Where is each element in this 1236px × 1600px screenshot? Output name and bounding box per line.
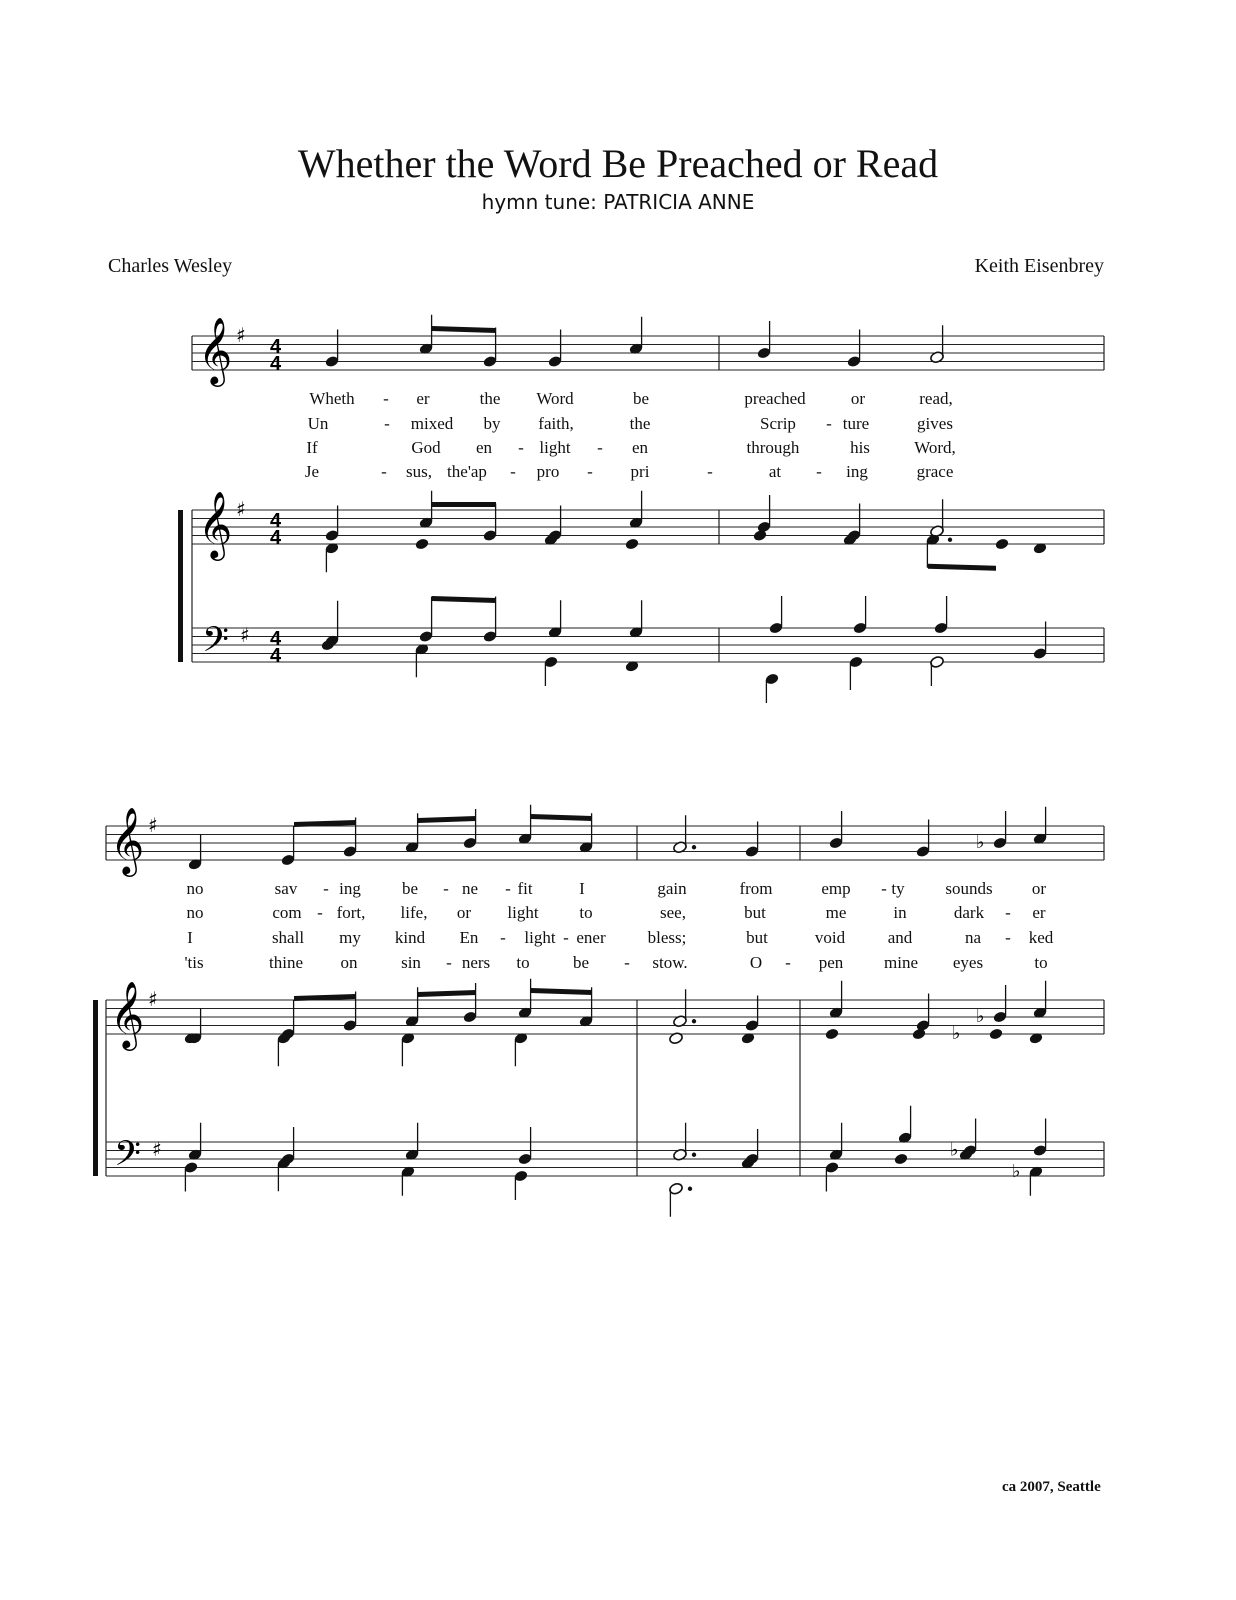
lyric-verse-1: read,	[919, 389, 953, 408]
note	[513, 1169, 528, 1200]
lyric-verse-2: er	[1032, 903, 1046, 922]
lyrics	[184, 389, 1053, 972]
lyric-verse-2: in	[893, 903, 907, 922]
lyric-verse-3: -	[597, 438, 603, 457]
key-signature-sharp: ♯	[240, 623, 250, 647]
lyric-verse-3: -	[563, 928, 569, 947]
lyric-verse-1: sav	[274, 879, 298, 898]
lyric-verse-1: fit	[517, 879, 533, 898]
note	[482, 328, 497, 369]
lyric-verse-4: -	[624, 953, 630, 972]
lyric-verse-1: emp	[821, 879, 851, 898]
note	[1032, 622, 1047, 661]
augmentation-dot	[692, 1019, 696, 1023]
note	[418, 315, 433, 356]
lyric-verse-2: see,	[660, 903, 686, 922]
lyric-verse-1: or	[850, 389, 866, 408]
notehead	[988, 1027, 1003, 1040]
lyric-verse-4: pro	[536, 462, 560, 481]
note	[992, 985, 1007, 1024]
lyric-verse-1: Wheth	[309, 389, 355, 408]
lyric-verse-4: grace	[916, 462, 954, 481]
system-bracket	[93, 1000, 98, 1176]
lyric-verse-1: no	[186, 879, 204, 898]
note	[893, 1152, 908, 1165]
lyric-verse-3: -	[1005, 928, 1011, 947]
lyric-verse-4: O	[749, 953, 763, 972]
note	[828, 811, 843, 850]
note	[1032, 1119, 1047, 1158]
lyric-verse-4: sus,	[406, 462, 432, 481]
lyric-verse-2: life,	[400, 903, 428, 922]
lyric-verse-2: gives	[917, 414, 953, 433]
lyric-verse-3: If	[306, 438, 318, 457]
notehead	[994, 537, 1009, 550]
beam	[928, 564, 996, 571]
note	[280, 826, 295, 867]
lyric-verse-4: 'tis	[184, 953, 204, 972]
lyric-verse-2: but	[744, 903, 766, 922]
flat-sign: ♭	[976, 832, 985, 853]
lyric-verse-4: mine	[884, 953, 918, 972]
time-signature-bottom: 4	[270, 353, 282, 375]
note	[852, 596, 867, 635]
lyric-verse-2: fort,	[336, 903, 366, 922]
notehead	[624, 537, 639, 550]
lyric-verse-4: pen	[818, 953, 844, 972]
beam	[418, 816, 476, 823]
lyric-verse-3: shall	[271, 928, 305, 947]
augmentation-dot	[692, 1153, 696, 1157]
lyric-verse-4: on	[340, 953, 358, 972]
lyric-verse-3: I	[187, 928, 193, 947]
note	[324, 601, 339, 648]
note	[992, 811, 1007, 850]
lyric-verse-3: Word,	[914, 438, 956, 457]
lyric-verse-2: Un	[307, 414, 329, 433]
lyric-verse-4: -	[446, 953, 452, 972]
lyric-verse-1: I	[579, 879, 585, 898]
note	[994, 537, 1009, 550]
lyric-verse-4: -	[785, 953, 791, 972]
lyric-verse-1: Word	[536, 389, 574, 408]
lyric-verse-1: -	[881, 879, 887, 898]
note	[400, 1165, 415, 1196]
lyric-verse-2: -	[317, 903, 323, 922]
lyric-verse-2: -	[826, 414, 832, 433]
lyric-verse-2: -	[384, 414, 390, 433]
lyric-verse-1: or	[1031, 879, 1047, 898]
note	[744, 996, 759, 1033]
note	[462, 809, 477, 850]
lyric-verse-4: to	[1034, 953, 1048, 972]
note	[848, 655, 863, 690]
note	[482, 597, 497, 644]
lyric-verse-1: er	[416, 389, 430, 408]
time-signature-top: 4	[270, 628, 282, 650]
time-signature-top: 4	[270, 336, 282, 358]
note	[324, 542, 339, 573]
lyric-verse-2: dark	[953, 903, 985, 922]
key-signature-sharp: ♯	[152, 1137, 162, 1161]
lyric-verse-4: -	[587, 462, 593, 481]
lyric-verse-1: ing	[339, 879, 361, 898]
lyric-verse-2: faith,	[538, 414, 574, 433]
lyric-verse-1: -	[443, 879, 449, 898]
lyric-verse-3: ked	[1028, 928, 1054, 947]
note	[744, 822, 759, 859]
hymn-tune-subtitle: hymn tune: PATRICIA ANNE	[481, 190, 755, 214]
lyric-verse-4: ners	[461, 953, 491, 972]
augmentation-dot	[948, 538, 952, 542]
beam	[531, 814, 592, 821]
note	[668, 1182, 683, 1217]
note	[897, 1106, 912, 1145]
lyric-verse-1: preached	[744, 389, 806, 408]
note	[418, 597, 433, 644]
lyric-verse-3: -	[500, 928, 506, 947]
note	[414, 537, 429, 550]
lyric-verse-3: en	[475, 438, 493, 457]
lyric-verse-3: God	[411, 438, 441, 457]
lyric-verse-4: -	[381, 462, 387, 481]
lyric-verse-4: -	[510, 462, 516, 481]
augmentation-dot	[692, 845, 696, 849]
lyric-verse-3: light	[539, 438, 571, 457]
lyric-verse-2: me	[825, 903, 847, 922]
lyric-verse-2: mixed	[410, 414, 454, 433]
key-signature-sharp: ♯	[148, 987, 158, 1011]
lyric-verse-2: light	[507, 903, 539, 922]
time-signature-bottom: 4	[270, 527, 282, 549]
lyric-verse-4: stow.	[652, 953, 688, 972]
note	[756, 321, 771, 360]
notehead	[893, 1152, 908, 1165]
lyric-verse-4: at	[768, 462, 782, 481]
note	[915, 994, 930, 1033]
lyric-verse-2: or	[456, 903, 472, 922]
note	[482, 504, 497, 543]
beam	[432, 596, 496, 603]
lyric-verse-3: light	[524, 928, 556, 947]
treble-clef: 𝄞	[110, 980, 145, 1048]
note	[517, 979, 532, 1020]
composer: Keith Eisenbrey	[974, 255, 1104, 277]
note	[414, 643, 429, 678]
bass-clef: 𝄢	[202, 619, 230, 668]
beam	[418, 990, 476, 997]
lyric-verse-4: eyes	[952, 953, 984, 972]
lyric-verse-3: through	[746, 438, 800, 457]
lyric-verse-3: but	[746, 928, 768, 947]
note	[276, 1157, 291, 1192]
lyric-verse-2: ture	[842, 414, 870, 433]
lyric-verse-2: the	[629, 414, 651, 433]
note	[404, 813, 419, 854]
lyric-verse-4: pri	[630, 462, 650, 481]
lyric-verse-1: ty	[891, 879, 905, 898]
treble-clef: 𝄞	[198, 316, 233, 384]
note	[768, 596, 783, 635]
lyric-verse-3: ener	[576, 928, 606, 947]
lyric-verse-1: the	[479, 389, 501, 408]
note	[324, 506, 339, 543]
lyric-verse-4: sin	[401, 953, 421, 972]
lyric-verse-4: to	[516, 953, 530, 972]
note	[915, 820, 930, 859]
note	[846, 330, 861, 369]
lyric-verse-1: -	[383, 389, 389, 408]
key-signature-sharp: ♯	[236, 323, 246, 347]
key-signature-sharp: ♯	[236, 497, 246, 521]
hymn-title: Whether the Word Be Preached or Read	[297, 141, 939, 186]
bass-clef: 𝄢	[114, 1133, 142, 1182]
lyric-verse-3: en	[631, 438, 649, 457]
lyric-verse-2: Scrip	[760, 414, 796, 433]
note	[628, 600, 643, 639]
augmentation-dot	[688, 1187, 692, 1191]
note	[276, 1032, 291, 1067]
note	[187, 834, 202, 871]
beam	[432, 502, 496, 507]
beam	[432, 326, 496, 333]
lyric-verse-3: void	[814, 928, 846, 947]
time-signature-top: 4	[270, 510, 282, 532]
note	[547, 330, 562, 369]
note	[517, 1127, 532, 1166]
note	[400, 1032, 415, 1067]
lyric-verse-1: sounds	[945, 879, 993, 898]
footer-date-place: ca 2007, Seattle	[1002, 1479, 1101, 1495]
lyric-verse-3: his	[850, 438, 870, 457]
note	[513, 1032, 528, 1067]
note	[925, 533, 940, 568]
lyric-verse-4: the'ap	[447, 462, 487, 481]
treble-clef: 𝄞	[198, 490, 233, 558]
note	[988, 1027, 1003, 1040]
lyric-verse-2: by	[483, 414, 501, 433]
lyric-verse-4: be	[572, 953, 590, 972]
lyric-verse-3: na	[964, 928, 982, 947]
lyric-verse-4: Je	[304, 462, 320, 481]
system-bracket	[178, 510, 183, 662]
lyric-verse-2: com	[272, 903, 302, 922]
flat-sign: ♭	[976, 1006, 985, 1027]
lyric-verse-3: and	[887, 928, 913, 947]
key-signature-sharp: ♯	[148, 813, 158, 837]
note	[624, 537, 639, 550]
lyric-verse-3: my	[339, 928, 361, 947]
note	[547, 600, 562, 639]
treble-clef: 𝄞	[110, 806, 145, 874]
beam	[531, 988, 592, 995]
lyric-verse-3: -	[518, 438, 524, 457]
note	[756, 495, 771, 534]
note	[1028, 1165, 1043, 1196]
lyric-verse-4: thine	[269, 953, 303, 972]
lyric-verse-3: bless;	[647, 928, 687, 947]
lyric-verse-2: to	[579, 903, 593, 922]
note	[324, 330, 339, 369]
lyric-verse-1: be	[401, 879, 419, 898]
lyric-verse-1: -	[505, 879, 511, 898]
text-author: Charles Wesley	[108, 255, 233, 277]
lyric-verse-1: -	[323, 879, 329, 898]
note	[517, 805, 532, 846]
lyric-verse-4: -	[707, 462, 713, 481]
lyric-verse-2: -	[1005, 903, 1011, 922]
lyric-verse-1: from	[739, 879, 773, 898]
notehead	[414, 537, 429, 550]
note	[933, 596, 948, 635]
lyric-verse-4: ing	[846, 462, 868, 481]
lyric-verse-4: -	[816, 462, 822, 481]
lyric-verse-1: gain	[657, 879, 687, 898]
time-signature-bottom: 4	[270, 645, 282, 667]
lyric-verse-1: ne	[461, 879, 479, 898]
lyric-verse-3: kind	[394, 928, 426, 947]
flat-sign: ♭	[1012, 1160, 1021, 1182]
note	[764, 672, 779, 703]
flat-sign: ♭	[950, 1139, 959, 1161]
notehead	[824, 1027, 839, 1040]
lyric-verse-3: En	[459, 928, 479, 947]
note	[543, 655, 558, 686]
lyric-verse-1: be	[632, 389, 650, 408]
note	[929, 655, 944, 686]
note	[824, 1027, 839, 1040]
note	[462, 983, 477, 1024]
flat-sign: ♭	[952, 1023, 961, 1044]
lyric-verse-2: no	[186, 903, 204, 922]
note	[404, 987, 419, 1028]
